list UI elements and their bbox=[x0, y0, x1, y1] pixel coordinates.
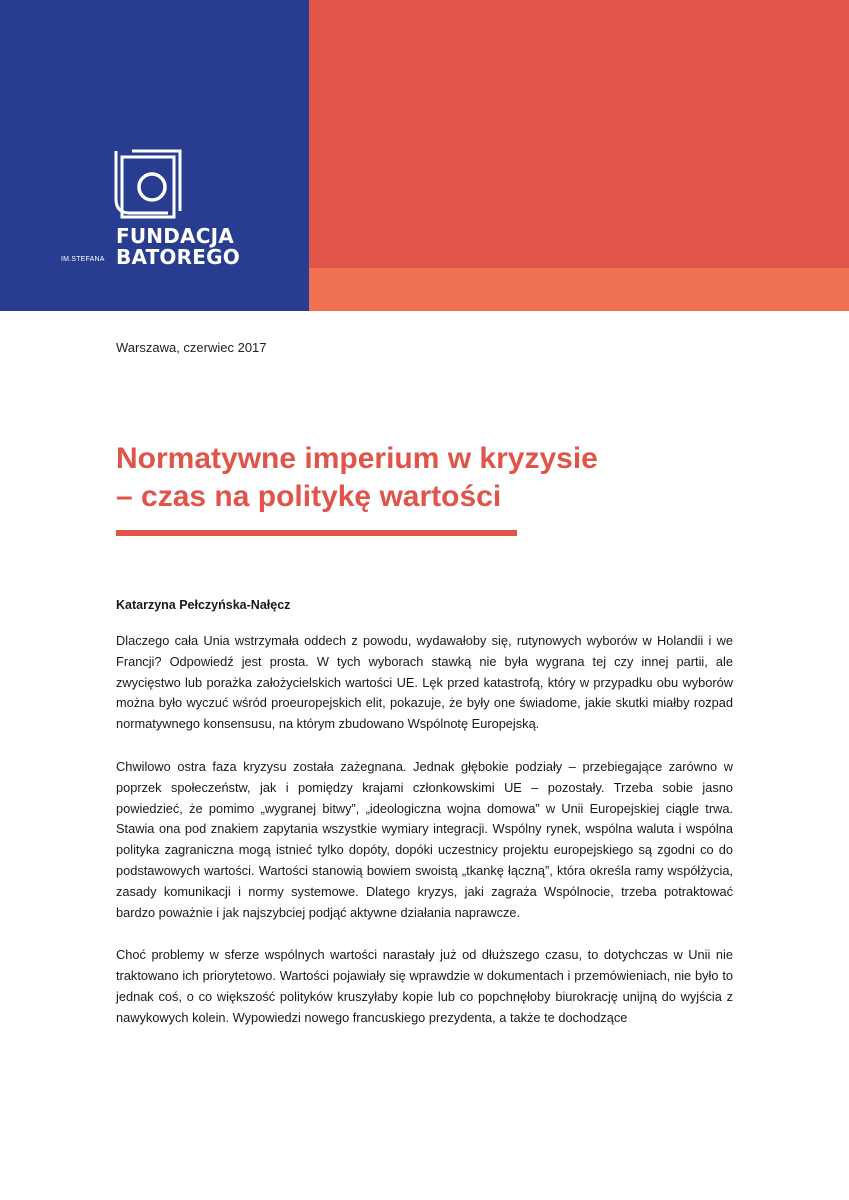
foundation-logo-icon bbox=[112, 149, 182, 219]
header-orange-strip bbox=[309, 268, 849, 311]
header-red-block bbox=[309, 0, 849, 268]
document-title-line2: – czas na politykę wartości bbox=[116, 480, 502, 513]
paragraph: Choć problemy w sferze wspólnych wartości narastały już od dłuższego czasu, to dotychczas w Unii nie traktowano ich priorytetowo. Wartości pojawiały się wprawdzie w dokumentach i przemówieniach, nie było to jednak coś, o co większość polityków kruszyłaby kopie lub co popchnęłoby biurokrację unijną do wyjścia z nawykowych kolein. Wypowiedzi nowego francuskiego prezydenta, a także te dochodzące bbox=[116, 947, 733, 1025]
document-title bbox=[116, 440, 756, 516]
author-name: Katarzyna Pełczyńska-Nałęcz bbox=[116, 598, 291, 612]
place-date: Warszawa, czerwiec 2017 bbox=[116, 340, 267, 355]
document-title-line1: Normatywne imperium w kryzysie bbox=[116, 442, 598, 475]
title-underline bbox=[116, 530, 517, 536]
logo-wordmark-line1: FUNDACJA bbox=[116, 224, 234, 248]
logo-prefix-text: IM.STEFANA bbox=[61, 256, 105, 263]
paragraph: Dlaczego cała Unia wstrzymała oddech z powodu, wydawałoby się, rutynowych wyborów w Holandii i we Francji? Odpowiedź jest prosta. W tych wyborach stawką nie była wygrana tej czy innej partii, ale zwycięstwo lub porażka założycielskich wartości UE. Lęk przed katastrofą, który w przypadku obu wyborów można było wyczuć wśród proeuropejskich elit, pokazuje, że były one świadome, jakie skutki miałby rozpad normatywnego konsensusu, na którym zbudowano Wspólnotę Europejską. bbox=[116, 633, 733, 732]
logo-wordmark-line2: BATOREGO bbox=[116, 245, 240, 269]
paragraph: Chwilowo ostra faza kryzysu została zażegnana. Jednak głębokie podziały – przebiegające zarówno w poprzek społeczeństw, jak i pomiędzy krajami członkowskimi UE – pozostały. Trzeba sobie jasno powiedzieć, że pomimo „wygranej bitwy”, „ideologiczna wojna domowa” w Unii Europejskiej ciągle trwa. Stawia ona pod znakiem zapytania wszystkie wymiary integracji. Wspólny rynek, wspólna waluta i wspólna polityka zagraniczna mogą istnieć tylko dopóty, dopóki uczestnicy projektu europejskiego są zgodni co do podstawowych wartości. Wartości stanowią bowiem swoistą „tkankę łączną”, która określa ramy współżycia, zasady komunikacji i normy systemowe. Dlatego kryzys, jaki zagraża Wspólnocie, trzeba potraktować bardzo poważnie i jak najszybciej podjąć aktywne działania naprawcze. bbox=[116, 758, 733, 920]
cover-header bbox=[0, 0, 849, 311]
body-text bbox=[116, 631, 733, 1051]
